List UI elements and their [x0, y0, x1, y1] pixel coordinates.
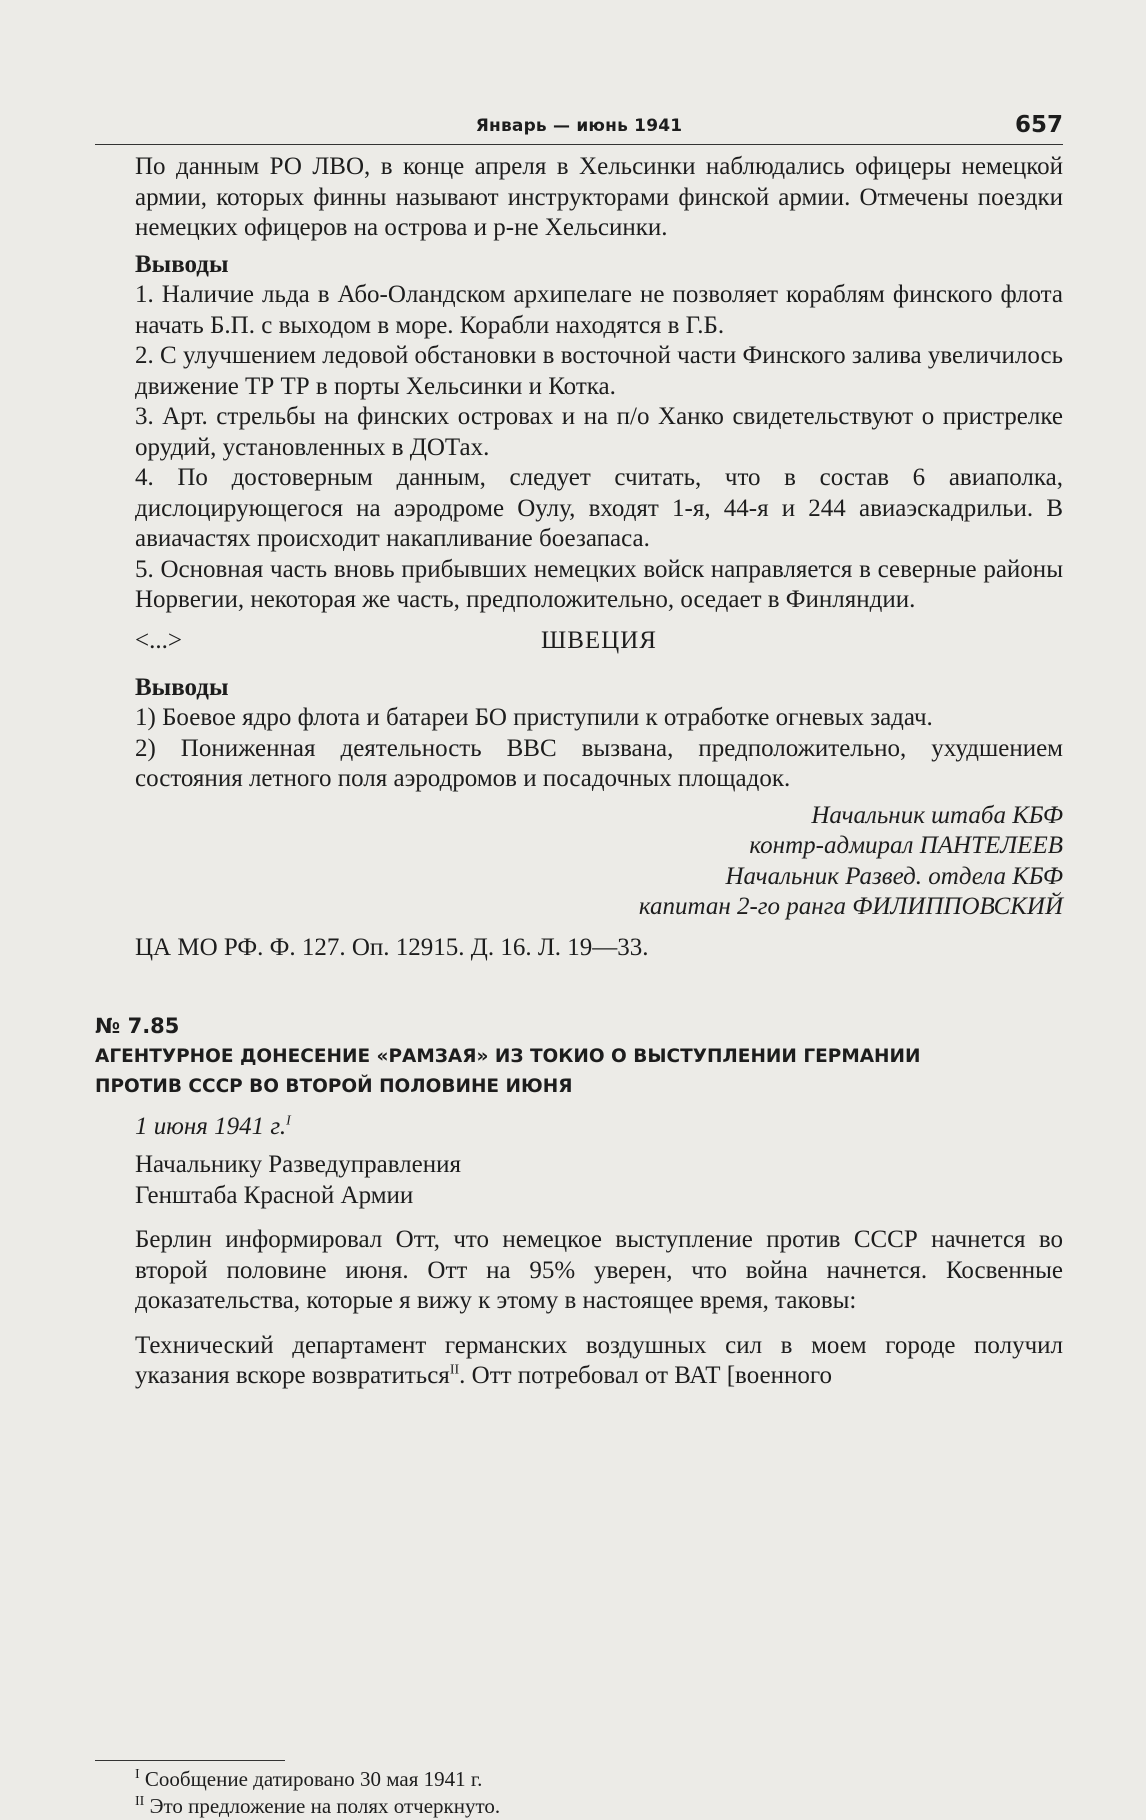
country-heading-sweden: ШВЕЦИЯ [541, 626, 657, 654]
footnote-mark: II [135, 1794, 145, 1809]
addressee-line: Генштаба Красной Армии [135, 1181, 414, 1209]
footnote-mark: I [135, 1767, 140, 1782]
addressee-line: Начальнику Разведуправления [135, 1151, 462, 1178]
document-paragraph [135, 1331, 1063, 1392]
page-number: 657 [1014, 112, 1063, 138]
paragraph-text: Технический департамент германских воздушных сил в моем городе получил указания вскоре возвратиться [135, 1331, 1063, 1389]
conclusion-item: 5. Основная часть вновь прибывших немецких войск направляется в северные районы Норвегии, некоторая же часть, предположительно, оседает в Финляндии. [135, 555, 1063, 613]
signature-line: Начальник штаба КБФ [811, 801, 1063, 829]
omission-mark: <...> [135, 627, 182, 654]
archive-source: ЦА МО РФ. Ф. 127. Оп. 12915. Д. 16. Л. 19—33. [135, 933, 649, 961]
signature-line: капитан 2-го ранга ФИЛИППОВСКИЙ [638, 893, 1063, 920]
footnote-divider [95, 1760, 285, 1761]
footnote-ref: I [286, 1113, 291, 1129]
document-date [135, 1112, 1063, 1143]
document-paragraph: Берлин информировал Отт, что немецкое выступление против СССР начнется во второй половине июня. Отт на 95% уверен, что война начнется. Косвенные доказательства, которые я вижу к этому в настоящее время, таковы: [135, 1226, 1063, 1314]
paragraph-text: . Отт потребовал от ВАТ [военного [459, 1362, 832, 1389]
page-body [95, 152, 1063, 1392]
document-date-text: 1 июня 1941 г. [135, 1112, 287, 1140]
document-title-line: ПРОТИВ СССР ВО ВТОРОЙ ПОЛОВИНЕ ИЮНЯ [95, 1075, 573, 1097]
running-head: Январь — июнь 1941 [475, 116, 683, 136]
signature-line: контр-адмирал ПАНТЕЛЕЕВ [749, 832, 1063, 859]
conclusion-item: 1. Наличие льда в Або-Оландском архипелаге не позволяет кораблям финского флота начать Б.П. с выходом в море. Корабли находятся в Г.Б. [135, 281, 1063, 339]
page-header [95, 112, 1063, 145]
footnote-text: Это предложение на полях отчеркнуто. [149, 1794, 501, 1818]
document-title-line: АГЕНТУРНОЕ ДОНЕСЕНИЕ «РАМЗАЯ» ИЗ ТОКИО О ВЫСТУПЛЕНИИ ГЕРМАНИИ [95, 1045, 921, 1067]
conclusion-item: 3. Арт. стрельбы на финских островах и на п/о Ханко свидетельствуют о пристрелке орудий, установленных в ДОТах. [135, 403, 1063, 461]
sweden-conclusion-item: 2) Пониженная деятельность ВВС вызвана, предположительно, ухудшением состояния летного поля аэродромов и посадочных площадок. [135, 734, 1063, 792]
footnote [135, 1766, 1035, 1793]
footnote-text: Сообщение датировано 30 мая 1941 г. [144, 1767, 483, 1791]
signature-line: Начальник Развед. отдела КБФ [725, 862, 1063, 890]
conclusions-heading: Выводы [135, 250, 229, 278]
sweden-conclusion-item: 1) Боевое ядро флота и батареи БО приступили к отработке огневых задач. [135, 704, 933, 731]
footnotes [135, 1766, 1035, 1820]
conclusion-item: 2. С улучшением ледовой обстановки в восточной части Финского залива увеличилось движение ТР ТР в порты Хельсинки и Котка. [135, 342, 1063, 400]
intro-paragraph: По данным РО ЛВО, в конце апреля в Хельсинки наблюдались офицеры немецкой армии, которых финны называют инструкторами финской армии. Отмечены поездки немецких офицеров на острова и р-не Хельсинки. [135, 153, 1063, 241]
sweden-conclusions-heading: Выводы [135, 673, 229, 701]
footnote-ref: II [449, 1362, 460, 1378]
conclusion-item: 4. По достоверным данным, следует считать, что в состав 6 авиаполка, дислоцирующегося на аэродроме Оулу, входят 1-я, 44-я и 244 авиаэскадрильи. В авиачастях происходит накапливание боезапаса. [135, 464, 1063, 552]
document-number: № 7.85 [95, 1014, 180, 1038]
